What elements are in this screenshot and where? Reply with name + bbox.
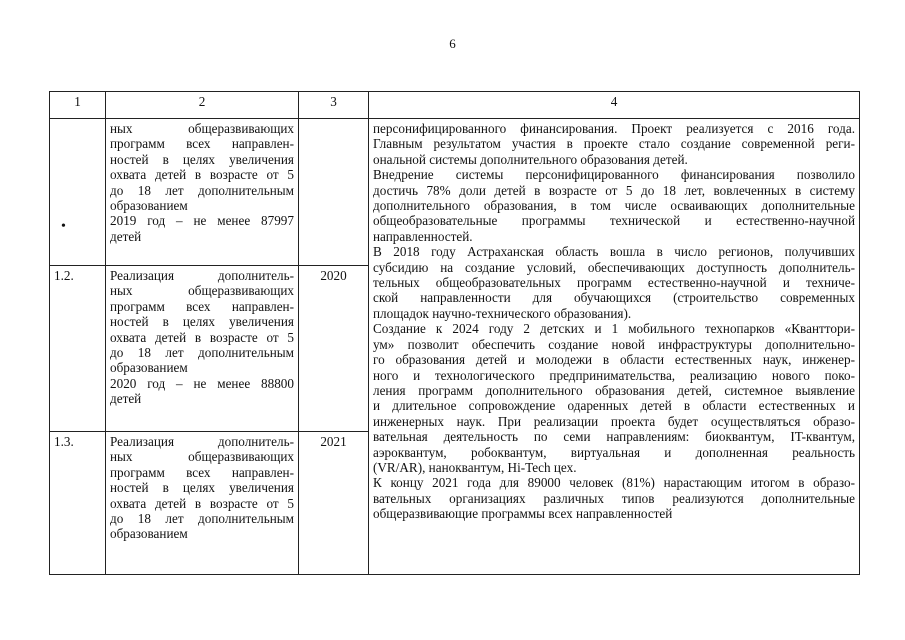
year-cell: 2020 [299, 266, 369, 432]
indicator-line: ностей в целях увеличения [110, 314, 294, 330]
description-line: го образования детей и молодежи в области естественных наук, инженер- [373, 352, 855, 368]
description-line: персонифицированного финансирования. Проект реализуется с 2016 года. [373, 121, 855, 136]
description-line: направленностей. [373, 228, 473, 244]
description-line: общеобразовательные программы технической и естественно-научной [373, 213, 855, 229]
indicator-line: 2020 год – не менее 88800 [110, 375, 294, 391]
indicator-line: Реализация дополнитель- [110, 268, 294, 283]
header-col-2: 2 [106, 92, 299, 119]
indicator-line: ных общеразвивающих [110, 449, 294, 465]
indicator-line: ных общеразвивающих [110, 121, 294, 136]
description-line: Внедрение системы персонифицированного финансирования позволило [373, 167, 855, 183]
header-col-4: 4 [369, 92, 860, 119]
indicator-line: образованием [110, 360, 188, 376]
indicator-cell [106, 266, 299, 432]
row-number-cell [50, 119, 106, 266]
description-line: инженерных наук. При реализации проекта будет осуществляться образо- [373, 413, 855, 429]
description-line: ум» позволит обеспечить создание новой инфраструктуры дополнительно- [373, 336, 855, 352]
description-line: общеразвивающие программы всех направленностей [373, 506, 673, 522]
description-line: тельных общеобразовательных программ естественно-научной и техниче- [373, 275, 855, 291]
row-marker: • [61, 219, 66, 234]
description-line: достичь 78% доли детей в возрасте от 5 до 18 лет, вовлеченных в систему [373, 182, 855, 198]
indicator-line: ных общеразвивающих [110, 283, 294, 299]
indicator-line: охвата детей в возрасте от 5 [110, 495, 294, 511]
indicator-line: Реализация дополнитель- [110, 434, 294, 449]
indicator-line: 2019 год – не менее 87997 [110, 213, 294, 229]
description-line: площадок научно-технического образования). [373, 305, 632, 321]
description-line: и длительное сопровождение одаренных детей в области естественных и [373, 398, 855, 414]
description-line: субсидию на создание условий, обеспечивающих доступность дополнитель- [373, 259, 855, 275]
program-table [49, 91, 860, 575]
description-line: Главным результатом участия в проекте стало создание современной реги- [373, 136, 855, 152]
page-number: 6 [449, 36, 456, 51]
description-line: ного и технологического предпринимательства, реализацию нового поко- [373, 367, 855, 383]
description-line: вательная деятельность по семи направлениям: биоквантум, IT-квантум, [373, 429, 855, 445]
header-col-1: 1 [50, 92, 106, 119]
indicator-line: образованием [110, 198, 188, 214]
indicator-line: охвата детей в возрасте от 5 [110, 329, 294, 345]
indicator-line: образованием [110, 526, 188, 542]
description-line: ональной системы дополнительного образования детей. [373, 151, 688, 167]
row-number-cell: 1.2. [50, 266, 106, 432]
row-number-cell: 1.3. [50, 432, 106, 575]
indicator-cell [106, 119, 299, 266]
indicator-line: программ всех направлен- [110, 464, 294, 480]
description-line: ления программ дополнительного образования детей, системное выявление [373, 382, 855, 398]
description-line: аэроквантум, робоквантум, виртуальная и дополненная реальность [373, 444, 855, 460]
table-header-row [50, 92, 860, 119]
indicator-line: детей [110, 228, 142, 244]
description-line: В 2018 году Астраханская область вошла в число регионов, получивших [373, 244, 855, 260]
year-cell: 2021 [299, 432, 369, 575]
indicator-line: до 18 лет дополнительным [110, 182, 294, 198]
description-line: (VR/AR), наноквантум, Hi-Tech цех. [373, 459, 577, 475]
indicator-line: ностей в целях увеличения [110, 480, 294, 496]
description-line: К концу 2021 года для 89000 человек (81%) нарастающим итогом в образо- [373, 475, 855, 491]
description-line: дополнительного образования, в том числе осваивающих дополнительные [373, 198, 855, 214]
indicator-line: программ всех направлен- [110, 298, 294, 314]
description-line: ской направленности для обучающихся (строительство современных [373, 290, 855, 306]
indicator-line: ностей в целях увеличения [110, 151, 294, 167]
description-cell [369, 119, 860, 575]
indicator-line: до 18 лет дополнительным [110, 511, 294, 527]
indicator-line: программ всех направлен- [110, 136, 294, 152]
header-col-3: 3 [299, 92, 369, 119]
year-cell [299, 119, 369, 266]
indicator-cell [106, 432, 299, 575]
indicator-line: детей [110, 391, 142, 407]
indicator-line: до 18 лет дополнительным [110, 345, 294, 361]
description-line: Создание к 2024 году 2 детских и 1 мобильного технопарков «Кванттори- [373, 321, 855, 337]
table-row [50, 119, 860, 266]
description-line: вательных организациях различных типов реализуются дополнительные [373, 490, 855, 506]
indicator-line: охвата детей в возрасте от 5 [110, 167, 294, 183]
